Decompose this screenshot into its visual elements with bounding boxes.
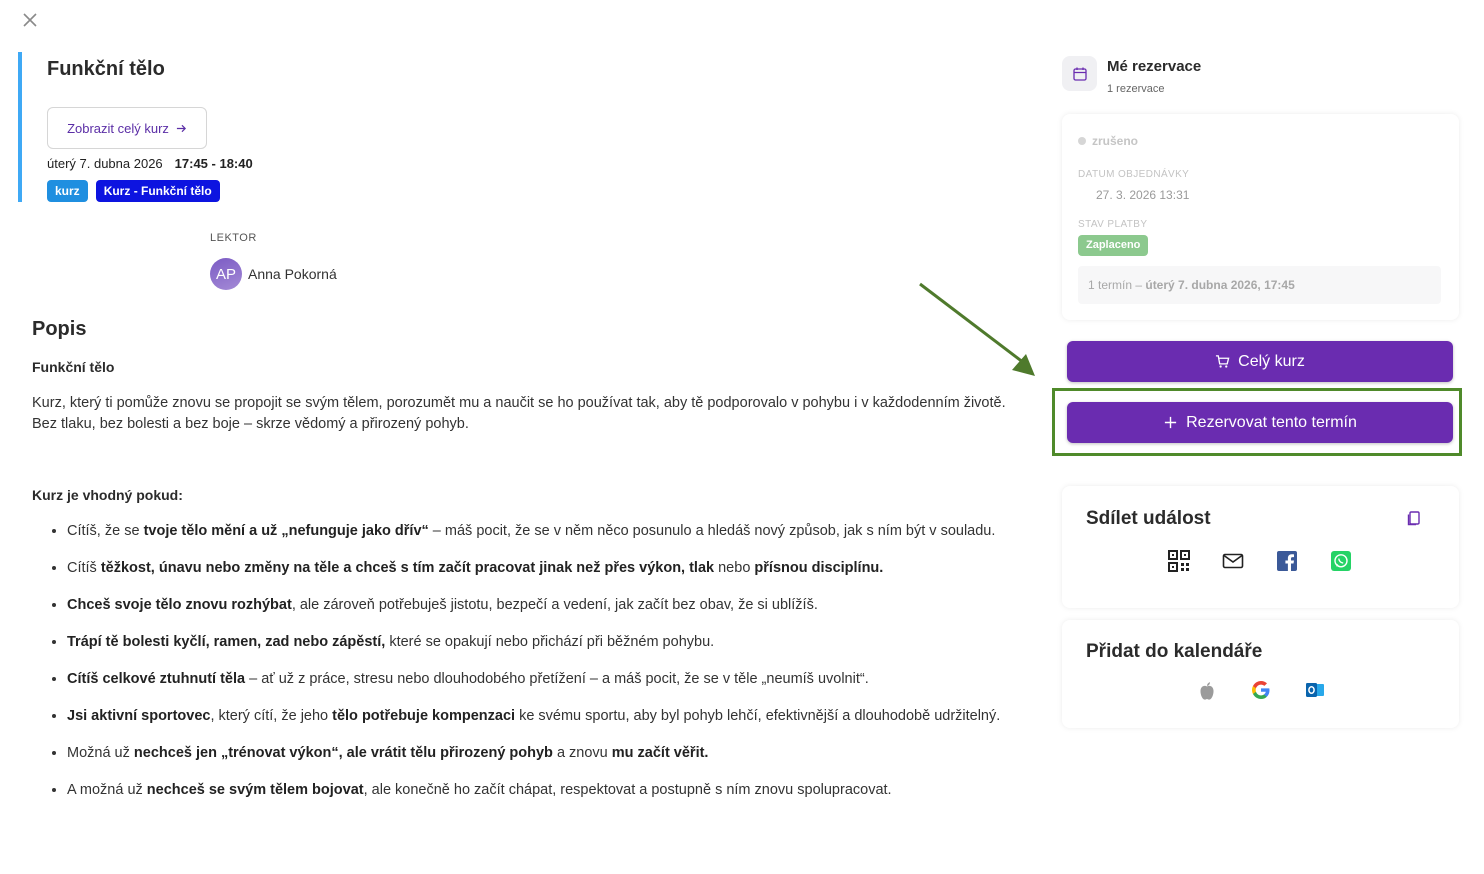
event-date: úterý 7. dubna 2026 [47,156,163,171]
list-item-text: , ale zároveň potřebuješ jistotu, bezpečí a vedení, jak začít bez obav, že si ublížíš. [291,597,818,613]
list-item-text: a znovu [552,745,612,761]
list-item-text: Cítíš celkové ztuhnutí těla [67,671,246,687]
suitable-list-item [67,669,1017,690]
avatar: AP [210,258,242,290]
view-course-button[interactable] [47,107,207,149]
order-date-value: 27. 3. 2026 13:31 [1096,188,1190,202]
suitable-list-item [67,632,1017,653]
reservation-card [1062,114,1459,320]
lector-label: LEKTOR [210,232,257,244]
apple-icon[interactable] [1197,680,1217,702]
add-to-calendar-card [1062,620,1459,728]
share-title: Sdílet událost [1086,508,1211,529]
reserve-term-label: Rezervovat tento termín [1186,413,1357,431]
share-icons [1168,550,1352,572]
list-item-text: tělo potřebuje kompenzaci [332,708,516,724]
suitable-list-item [67,558,1017,579]
arrow-right-icon [176,123,187,134]
cart-icon [1215,354,1230,369]
whatsapp-icon[interactable] [1330,550,1352,572]
suitable-list-item [67,743,1017,764]
tag-course-name[interactable]: Kurz - Funkční tělo [96,180,220,202]
calendar-icon [1062,56,1097,91]
lector-section [210,232,337,290]
whole-course-label: Celý kurz [1238,352,1305,370]
list-item-text: nebo [714,560,755,576]
view-course-label: Zobrazit celý kurz [67,120,169,136]
payment-status-badge: Zaplaceno [1078,235,1148,256]
list-item-text: Jsi aktivní sportovec [67,708,211,724]
suitable-heading: Kurz je vhodný pokud: [32,487,183,503]
annotation-arrow-icon [910,278,1050,388]
list-item-text: Možná už [67,745,134,761]
share-card [1062,486,1459,608]
status-badge [1078,134,1138,148]
list-item-text: Cítíš [67,560,101,576]
list-item-text: Chceš svoje tělo znovu rozhýbat [67,597,292,613]
copy-icon[interactable] [1405,509,1423,527]
mail-icon[interactable] [1222,550,1244,572]
plus-icon [1163,415,1178,430]
status-dot [1078,137,1086,145]
suitable-list-item [67,595,1017,616]
list-item-text: – máš pocit, že se v něm něco posunulo a hledáš nový způsob, jak s ním být v souladu. [428,523,996,539]
lector-profile[interactable] [210,258,337,290]
list-item-text: A možná už [67,782,147,798]
suitable-list-item [67,521,1017,542]
reservations-header [1062,56,1201,95]
event-datetime [47,156,253,171]
list-item-text: které se opakují nebo přichází při běžném pohybu. [385,634,715,650]
facebook-icon[interactable] [1276,550,1298,572]
list-item-text: Cítíš, že se [67,523,144,539]
term-detail: úterý 7. dubna 2026, 17:45 [1145,278,1295,292]
calendar-icons [1197,680,1325,702]
list-item-text: , ale konečně ho začít chápat, respektovat a postupně s ním znovu spolupracovat. [363,782,892,798]
description-paragraph: Kurz, který ti pomůže znovu se propojit se svým tělem, porozumět mu a naučit se ho používat tak, aby tě podporovalo v pohybu i v každodenním životě. Bez tlaku, bez bolesti a bez boje – skrze vědomý a přirozený pohyb. [32,395,1006,432]
order-date-label: DATUM OBJEDNÁVKY [1078,169,1190,180]
status-label: zrušeno [1092,134,1139,148]
list-item-text: , který cítí, že jeho [210,708,333,724]
suitable-list-item [67,780,1017,801]
lector-name: Anna Pokorná [248,266,337,282]
close-button[interactable] [20,10,40,30]
term-summary [1078,266,1441,304]
reservations-count: 1 rezervace [1107,83,1165,95]
description-subheading: Funkční tělo [32,359,115,375]
event-time: 17:45 - 18:40 [174,156,253,171]
whole-course-button[interactable] [1067,341,1453,382]
close-icon [20,10,40,30]
list-item-text: Trápí tě bolesti kyčlí, ramen, zad nebo zápěstí, [67,634,386,650]
list-item-text: tvoje tělo mění a už „nefunguje jako dřív“ [143,523,429,539]
description-heading: Popis [32,318,87,340]
event-title: Funkční tělo [47,58,165,80]
payment-label: STAV PLATBY [1078,219,1148,230]
list-item-text: ke svému sportu, aby byl pohyb lehčí, efektivnější a dlouhodobě udržitelný. [515,708,1001,724]
term-prefix: 1 termín – [1088,278,1146,292]
list-item-text: – ať už z práce, stresu nebo dlouhodobého přetížení – a máš pocit, že se v těle „neumíš uvolnit“. [245,671,869,687]
suitable-list [32,521,1017,801]
list-item-text: mu začít věřit. [611,745,709,761]
tag-course[interactable]: kurz [47,180,88,202]
event-tags [47,180,220,202]
google-icon[interactable] [1251,680,1271,702]
outlook-icon[interactable] [1305,680,1325,702]
list-item-text: přísnou disciplínu. [754,560,884,576]
calendar-title: Přidat do kalendáře [1086,641,1263,662]
list-item-text: těžkost, únavu nebo změny na těle a chceš s tím začít pracovat jinak než přes výkon, tlak [100,560,715,576]
event-header [18,52,438,202]
qr-code-icon[interactable] [1168,550,1190,572]
list-item-text: nechceš se svým tělem bojovat [146,782,364,798]
reserve-term-button[interactable] [1067,402,1453,443]
reservations-title: Mé rezervace [1107,58,1202,75]
list-item-text: nechceš jen „trénovat výkon“, ale vrátit tělu přirozený pohyb [133,745,553,761]
suitable-list-item [67,706,1017,727]
description-section [32,318,1017,817]
